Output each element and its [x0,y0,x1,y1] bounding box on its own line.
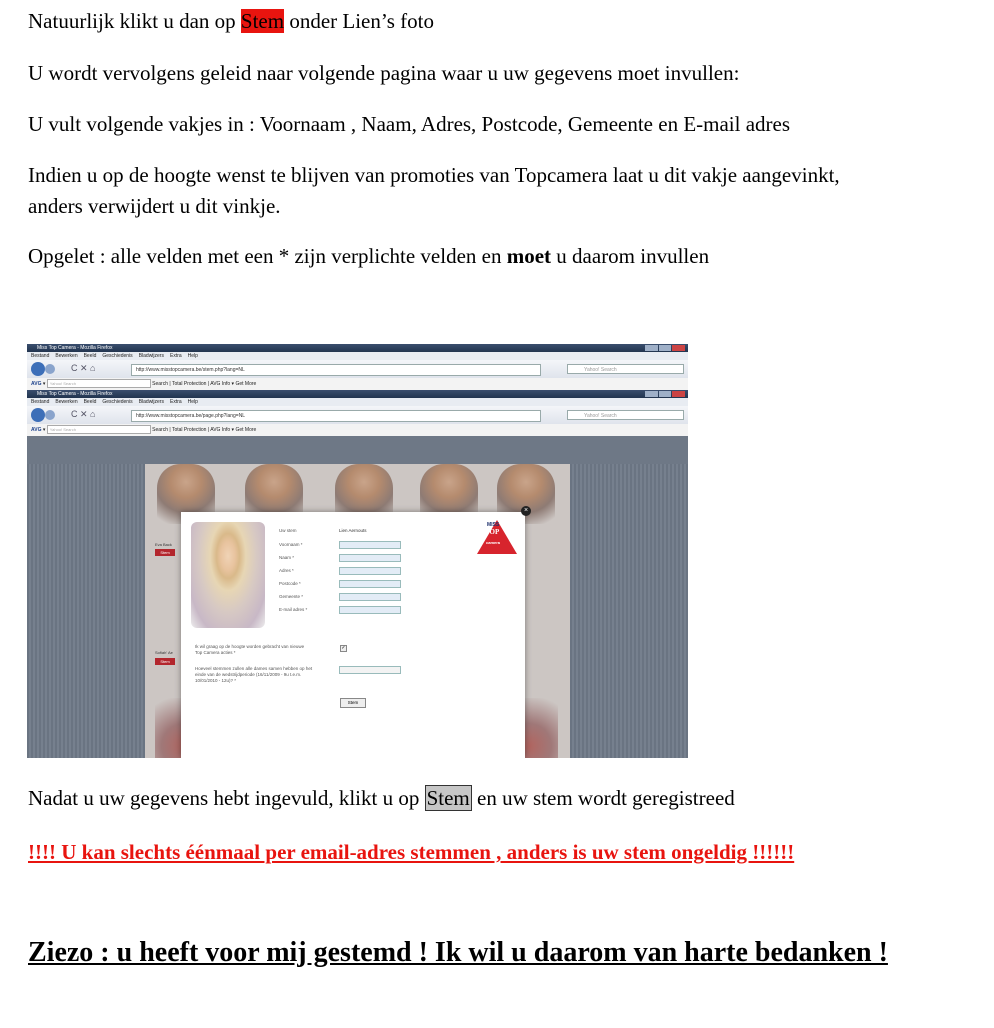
page-background-left [27,464,145,758]
adres-input[interactable] [339,567,401,575]
paragraph-required-note [28,243,709,269]
text: Hoeveel stemmen zullen alle dames samen hebben op het [195,666,313,671]
window-titlebar-2 [27,390,688,398]
window-titlebar [27,344,688,352]
avg-search-input[interactable]: Yahoo! Search [47,379,151,388]
navigation-bar [27,360,688,378]
promo-checkbox-label [195,644,304,656]
avg-search-input[interactable]: Yahoo! Search [47,425,151,434]
text: einde van de wedstrijdperiode (16/11/2009 - 9u t.e.m. [195,672,302,677]
field-label: Postcode * [279,581,301,586]
field-label: Gemeente * [279,594,304,599]
stem-button-small[interactable]: Stem [155,549,175,556]
postcode-input[interactable] [339,580,401,588]
menu-item[interactable]: Bestand [31,353,50,359]
close-icon[interactable]: × [521,506,531,516]
stem-submit-button[interactable]: Stem [340,698,366,708]
menu-item[interactable]: Bewerken [55,353,78,359]
menu-item[interactable]: Geschiedenis [102,353,133,359]
paragraph-submit [28,785,735,811]
text: Natuurlijk klikt u dan op [28,9,241,33]
uw-stem-value: Lien Aernouts [339,528,367,533]
page-background-right [570,464,688,758]
text: 10/01/2010 - 12u)? * [195,678,237,683]
text: Top Camera acties * [195,650,236,655]
avg-logo: AVG [31,427,42,433]
menu-bar [27,352,688,360]
field-label: Adres * [279,568,294,573]
field-label: Voornaam * [279,542,303,547]
promo-checkbox[interactable]: ✓ [341,645,346,651]
email-input[interactable] [339,606,401,614]
browser-screenshot [27,344,688,758]
menu-item[interactable]: Help [187,399,198,405]
text: u daarom invullen [551,244,710,268]
back-icon[interactable] [31,362,45,376]
logo-text: MISS [487,522,500,528]
window-title-2: Miss Top Camera - Mozilla Firefox [37,391,113,397]
thanks-heading: Ziezo : u heeft voor mij gestemd ! Ik wil u daarom van harte bedanken ! [28,937,888,968]
avg-toolbar-items[interactable]: Search | Total Protection | AVG Info ▾ Get More [152,381,257,387]
text: onder Lien’s foto [284,9,434,33]
menu-item[interactable]: Beeld [83,399,97,405]
menu-item[interactable]: Bladwijzers [138,399,164,405]
menu-item[interactable]: Help [187,353,198,359]
stem-highlight-grey: Stem [426,786,470,810]
logo-text: camera [486,540,501,545]
menu-bar-2 [27,398,688,406]
reload-stop-home-icons[interactable]: C ✕ ⌂ [71,363,96,373]
voornaam-input[interactable] [339,541,401,549]
warning-text: !!!! U kan slechts éénmaal per email-adres stemmen , anders is uw stem ongeldig !!!!!! [28,840,795,864]
miss-top-camera-logo [473,520,517,558]
paragraph-click-stem [28,8,434,34]
avg-toolbar: AVG ▾ Yahoo! Search Search | Total Protection | AVG Info ▾ Get More [27,378,688,390]
menu-item[interactable]: Bewerken [55,399,78,405]
field-label: E-mail adres * [279,607,308,612]
naam-input[interactable] [339,554,401,562]
contestant-portrait [191,522,265,628]
menu-item[interactable]: Bladwijzers [138,353,164,359]
text: Opgelet : alle velden met een * zijn verplichte velden en [28,244,507,268]
avg-logo: AVG [31,381,42,387]
search-box-2[interactable]: Yahoo! Search [567,410,684,420]
contestant-name: Eva Back [155,542,172,547]
paragraph-fields: U vult volgende vakjes in : Voornaam , Naam, Adres, Postcode, Gemeente en E-mail adres [28,112,791,136]
webpage-content [27,464,688,758]
text: Nadat u uw gegevens hebt ingevuld, klikt u op [28,786,425,810]
paragraph-redirect: U wordt vervolgens geleid naar volgende pagina waar u uw gegevens moet invullen: [28,61,740,85]
question-label [195,666,312,684]
bold-moet: moet [506,244,552,268]
back-icon[interactable] [31,408,45,422]
vote-modal [181,507,529,758]
stem-button-small[interactable]: Stem [155,658,175,665]
forward-icon[interactable] [45,364,55,374]
gemeente-input[interactable] [339,593,401,601]
paragraph-promotions-line2: anders verwijdert u dit vinkje. [28,194,281,218]
field-label: Naam * [279,555,295,560]
menu-item[interactable]: Extra [169,399,182,405]
stem-highlight-red: Stem [240,9,285,33]
uw-stem-label: Uw stem [279,528,297,533]
avg-toolbar-items[interactable]: Search | Total Protection | AVG Info ▾ Get More [152,427,257,433]
navigation-bar-2 [27,406,688,424]
question-input[interactable] [339,666,401,674]
reload-stop-home-icons[interactable]: C ✕ ⌂ [71,409,96,419]
address-bar[interactable]: http://www.misstopcamera.be/stem.php?lang=NL [131,364,541,376]
menu-item[interactable]: Geschiedenis [102,399,133,405]
menu-item[interactable]: Extra [169,353,182,359]
text: Ik wil graag op de hoogte worden gebracht van nieuwe [195,644,305,649]
search-box[interactable]: Yahoo! Search [567,364,684,374]
window-title: Miss Top Camera - Mozilla Firefox [37,345,113,351]
menu-item[interactable]: Bestand [31,399,50,405]
logo-text: TOP [485,528,500,536]
address-bar-2[interactable]: http://www.misstopcamera.be/page.php?lang=NL [131,410,541,422]
text: en uw stem wordt geregistreed [471,786,735,810]
menu-item[interactable]: Beeld [83,353,97,359]
forward-icon[interactable] [45,410,55,420]
avg-toolbar-2: AVG ▾ Yahoo! Search Search | Total Protection | AVG Info ▾ Get More [27,424,688,436]
contestant-name: Sofiah' Ae [155,650,173,655]
paragraph-promotions-line1: Indien u op de hoogte wenst te blijven van promoties van Topcamera laat u dit vakje aangevinkt, [28,163,840,187]
